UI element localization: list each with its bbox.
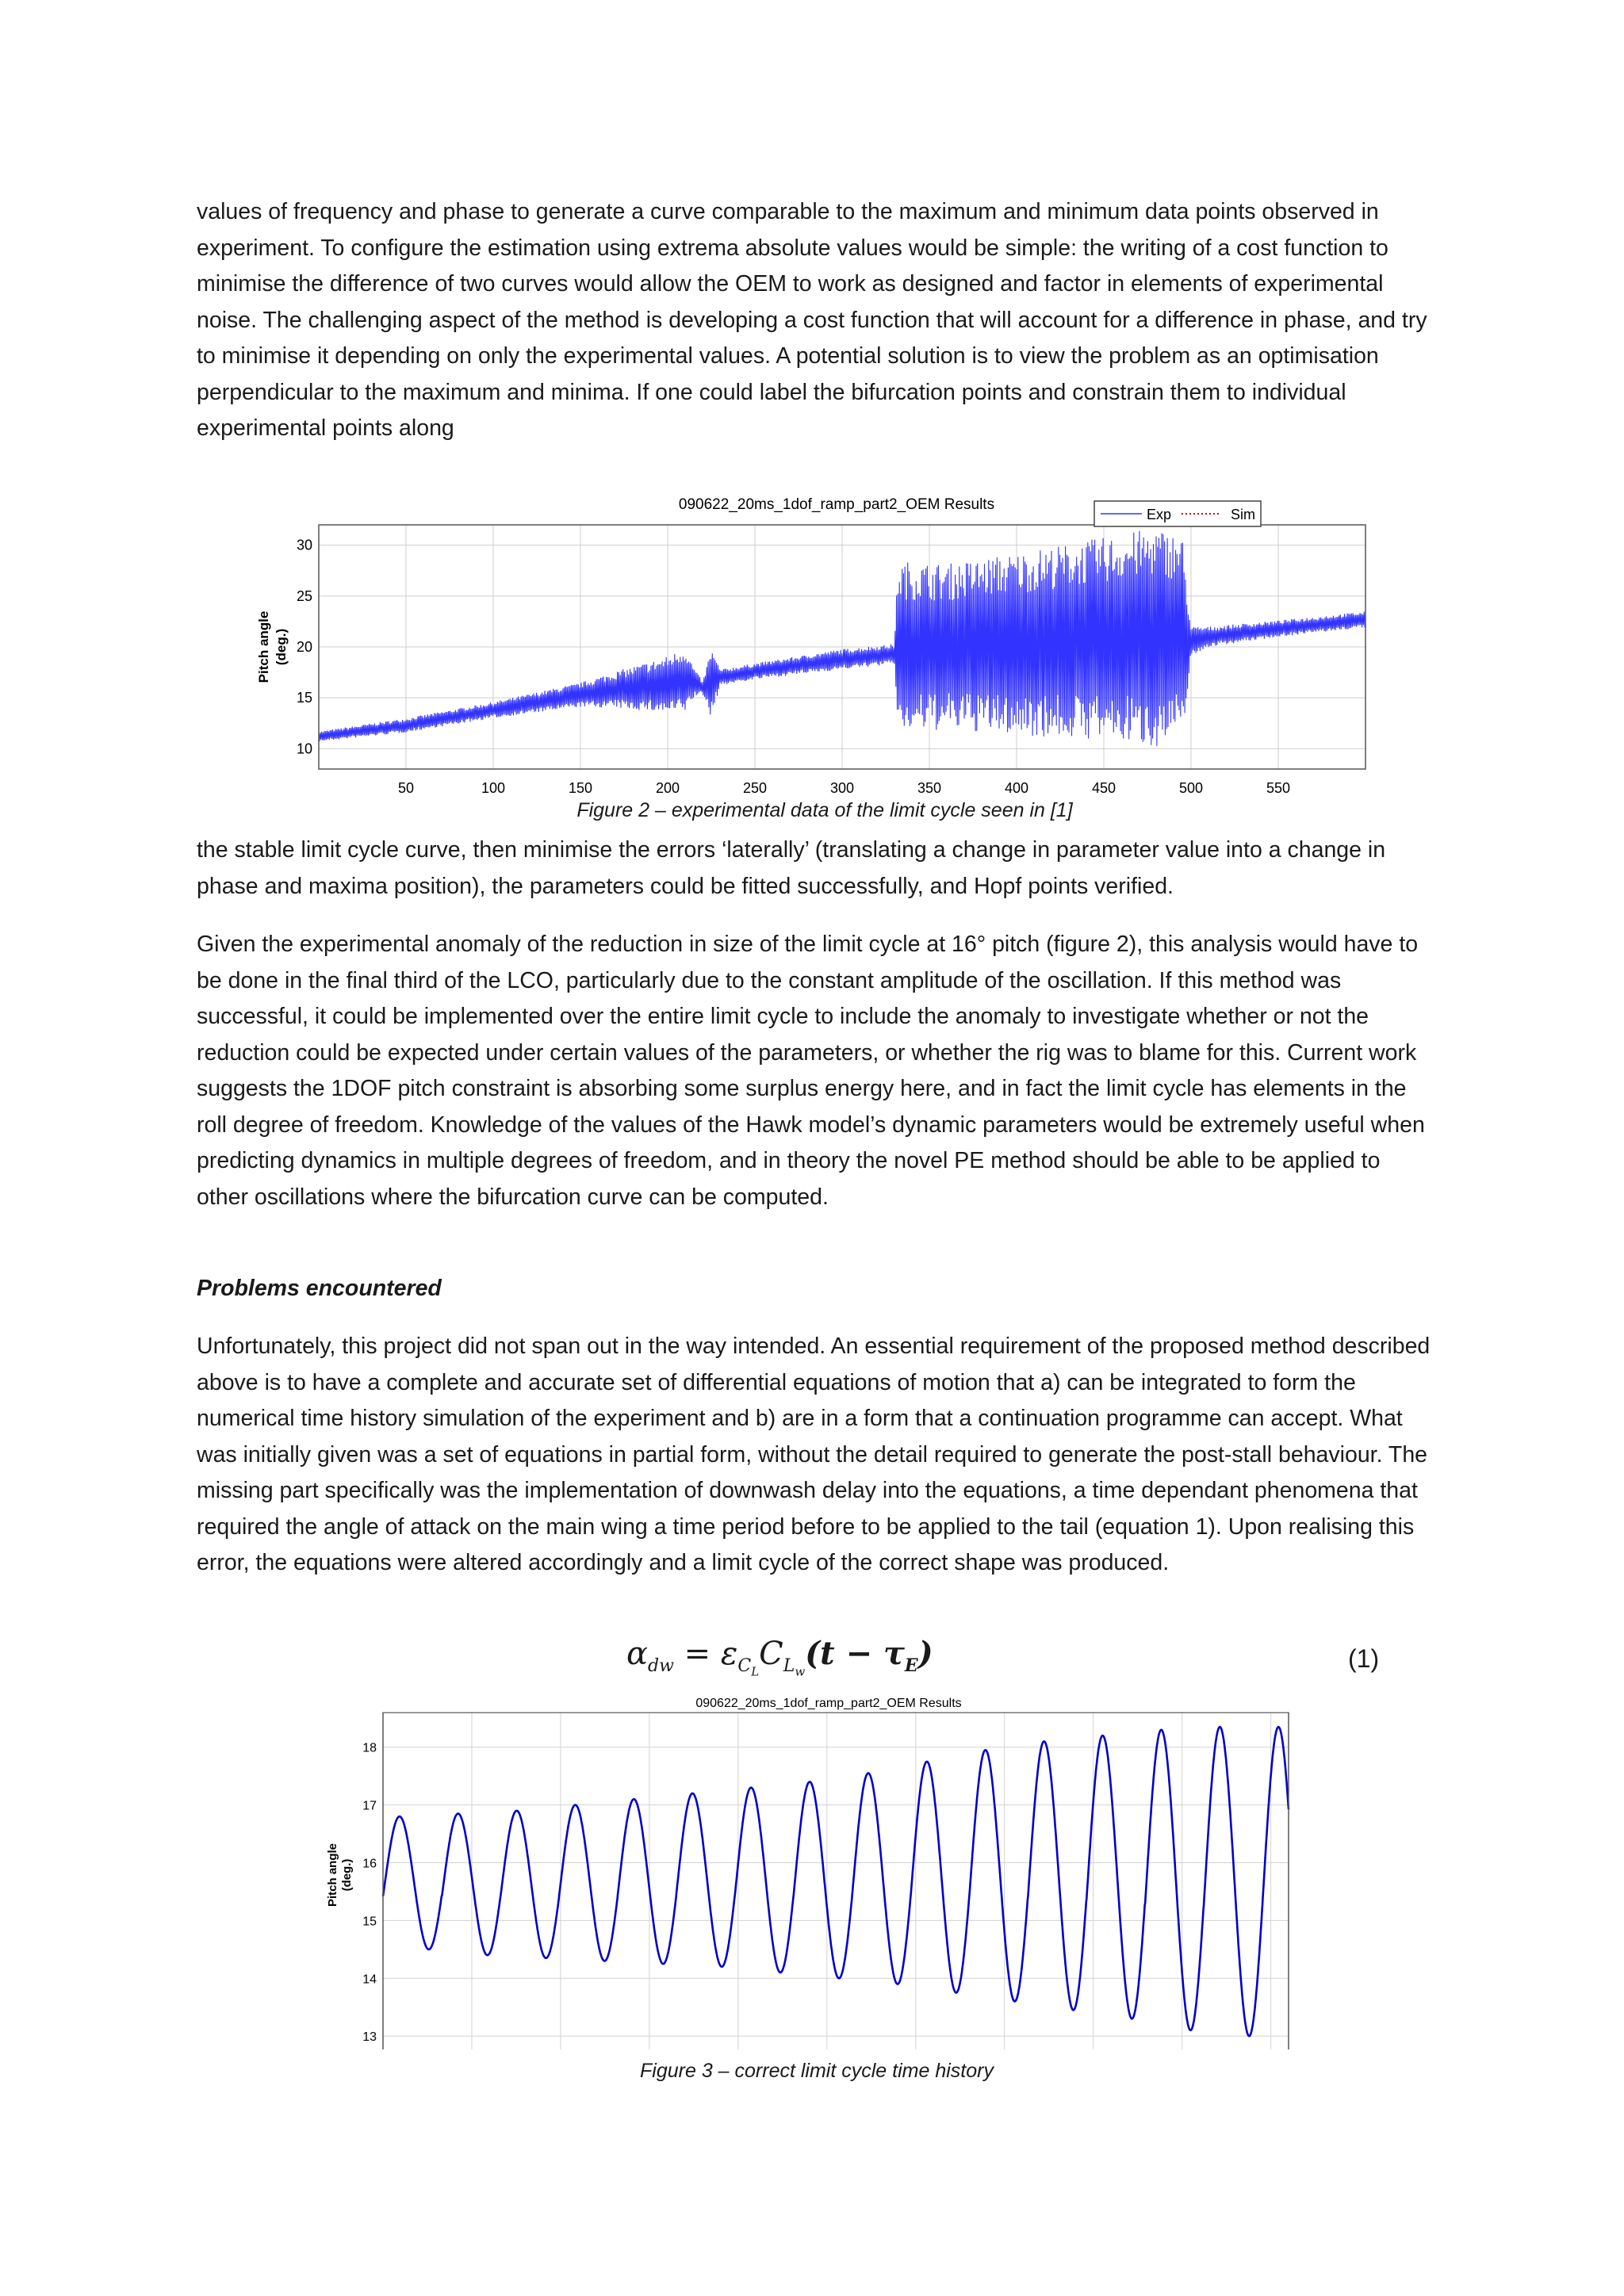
figure-3-grid (383, 1712, 1289, 2049)
section-heading: Problems encountered (197, 1276, 442, 1301)
figure-3-title: 090622_20ms_1dof_ramp_part2_OEM Results (695, 1697, 962, 1710)
equation-1: $\alpha_{dw} = \varepsilon_{C_L}C_{L_w}(t - \tau_E)$ (626, 1635, 933, 1679)
y-tick-label: 20 (296, 639, 312, 655)
limit-cycle-series-line (383, 1727, 1289, 2036)
figure-2-caption: Figure 2 – experimental data of the limit cycle seen in [1] (576, 799, 1073, 821)
paragraph-1: values of frequency and phase to generate a curve comparable to the maximum and minimum data points observed in experiment. To configure the estimation using extrema absolute values would be simple: the writing of a cost function to minimise the difference of two curves would allow the OEM to work as designed and factor in elements of experimental noise. The challenging aspect of the method is developing a cost function that will account for a difference in phase, and try to minimise it depending on only the experimental values. A potential solution is to view the problem as an optimisation perpendicular to the maximum and minima. If one could label the bifurcation points and constrain them to individual experimental points along (197, 199, 1427, 441)
figure-2-grid (319, 525, 1365, 769)
figure-2-ylabel-line2: (deg.) (274, 628, 289, 666)
y-tick-label: 14 (362, 1973, 377, 1987)
legend-exp-label: Exp (1147, 507, 1172, 522)
paragraph-2: the stable limit cycle curve, then minimise the errors ‘laterally’ (translating a change in parameter value into a change in phase and maxima position), the parameters could be fitted successfully, and Hopf points verified. (197, 837, 1386, 899)
x-tick-label: 500 (1178, 780, 1204, 793)
figure-3-series (383, 1727, 1289, 2036)
y-tick-label: 30 (296, 537, 312, 553)
x-tick-label: 200 (655, 780, 680, 793)
x-tick-label: 350 (917, 780, 942, 793)
y-tick-label: 15 (296, 690, 312, 706)
figure-3-plot-frame (383, 1712, 1289, 2049)
y-tick-label: 25 (296, 587, 312, 604)
x-tick-label: 400 (1004, 780, 1029, 793)
figure-2-chart (230, 492, 1435, 793)
y-tick-label: 17 (362, 1799, 377, 1813)
figure-2-legend (1094, 501, 1261, 526)
paragraph-4: Unfortunately, this project did not span out in the way intended. An essential requirement of the proposed method described above is to have a complete and accurate set of differential equations of motion that a) can be integrated to form the numerical time history simulation of the experiment and b) are in a form that a continuation programme can accept. What was initially given was a set of equations in partial form, without the detail required to generate the post-stall behaviour. The missing part specifically was the implementation of downwash delay into the equations, a time dependant phenomena that required the angle of attack on the main wing a time period before to be applied to the tail (equation 1). Upon realising this error, the equations were altered accordingly and a limit cycle of the correct shape was produced. (197, 1334, 1431, 1575)
y-tick-label: 13 (362, 2030, 377, 2045)
x-tick-label: 550 (1266, 780, 1291, 793)
equation-number: (1) (1348, 1644, 1380, 1673)
y-tick-label: 15 (362, 1915, 377, 1929)
y-tick-label: 16 (362, 1857, 377, 1871)
x-tick-label: 250 (742, 780, 768, 793)
x-tick-label: 150 (568, 780, 593, 793)
y-tick-label: 10 (296, 740, 312, 757)
paragraph-3: Given the experimental anomaly of the reduction in size of the limit cycle at 16° pitch (figure 2), this analysis would have to be done in the final third of the LCO, particularly due to the constant amplitude of the oscillation. If this method was successful, it could be implemented over the entire limit cycle to include the anomaly to investigate whether or not the reduction could be expected under certain values of the parameters, or whether the rig was to blame for this. Current work suggests the 1DOF pitch constraint is absorbing some surplus energy here, and in fact the limit cycle has elements in the roll degree of freedom. Knowledge of the values of the Hawk model’s dynamic parameters would be extremely useful when predicting dynamics in multiple degrees of freedom, and in theory the novel PE method should be able to be applied to other oscillations where the bifurcation curve can be computed. (197, 932, 1425, 1210)
figure-3-ylabel-line2: (deg.) (340, 1858, 354, 1892)
x-tick-label: 300 (829, 780, 855, 793)
figure-3-caption: Figure 3 – correct limit cycle time history (640, 2060, 994, 2082)
figure-2-ylabel-line1: Pitch angle (256, 610, 271, 683)
figure-2-title: 090622_20ms_1dof_ramp_part2_OEM Results (678, 496, 995, 513)
figure-3-ylabel-line1: Pitch angle (326, 1843, 339, 1908)
legend-sim-label: Sim (1231, 507, 1255, 522)
x-tick-label: 450 (1091, 780, 1116, 793)
figure-3-chart (317, 1685, 1316, 2049)
y-tick-label: 18 (362, 1741, 377, 1755)
x-tick-label: 100 (481, 780, 506, 793)
x-tick-label: 50 (397, 780, 415, 793)
